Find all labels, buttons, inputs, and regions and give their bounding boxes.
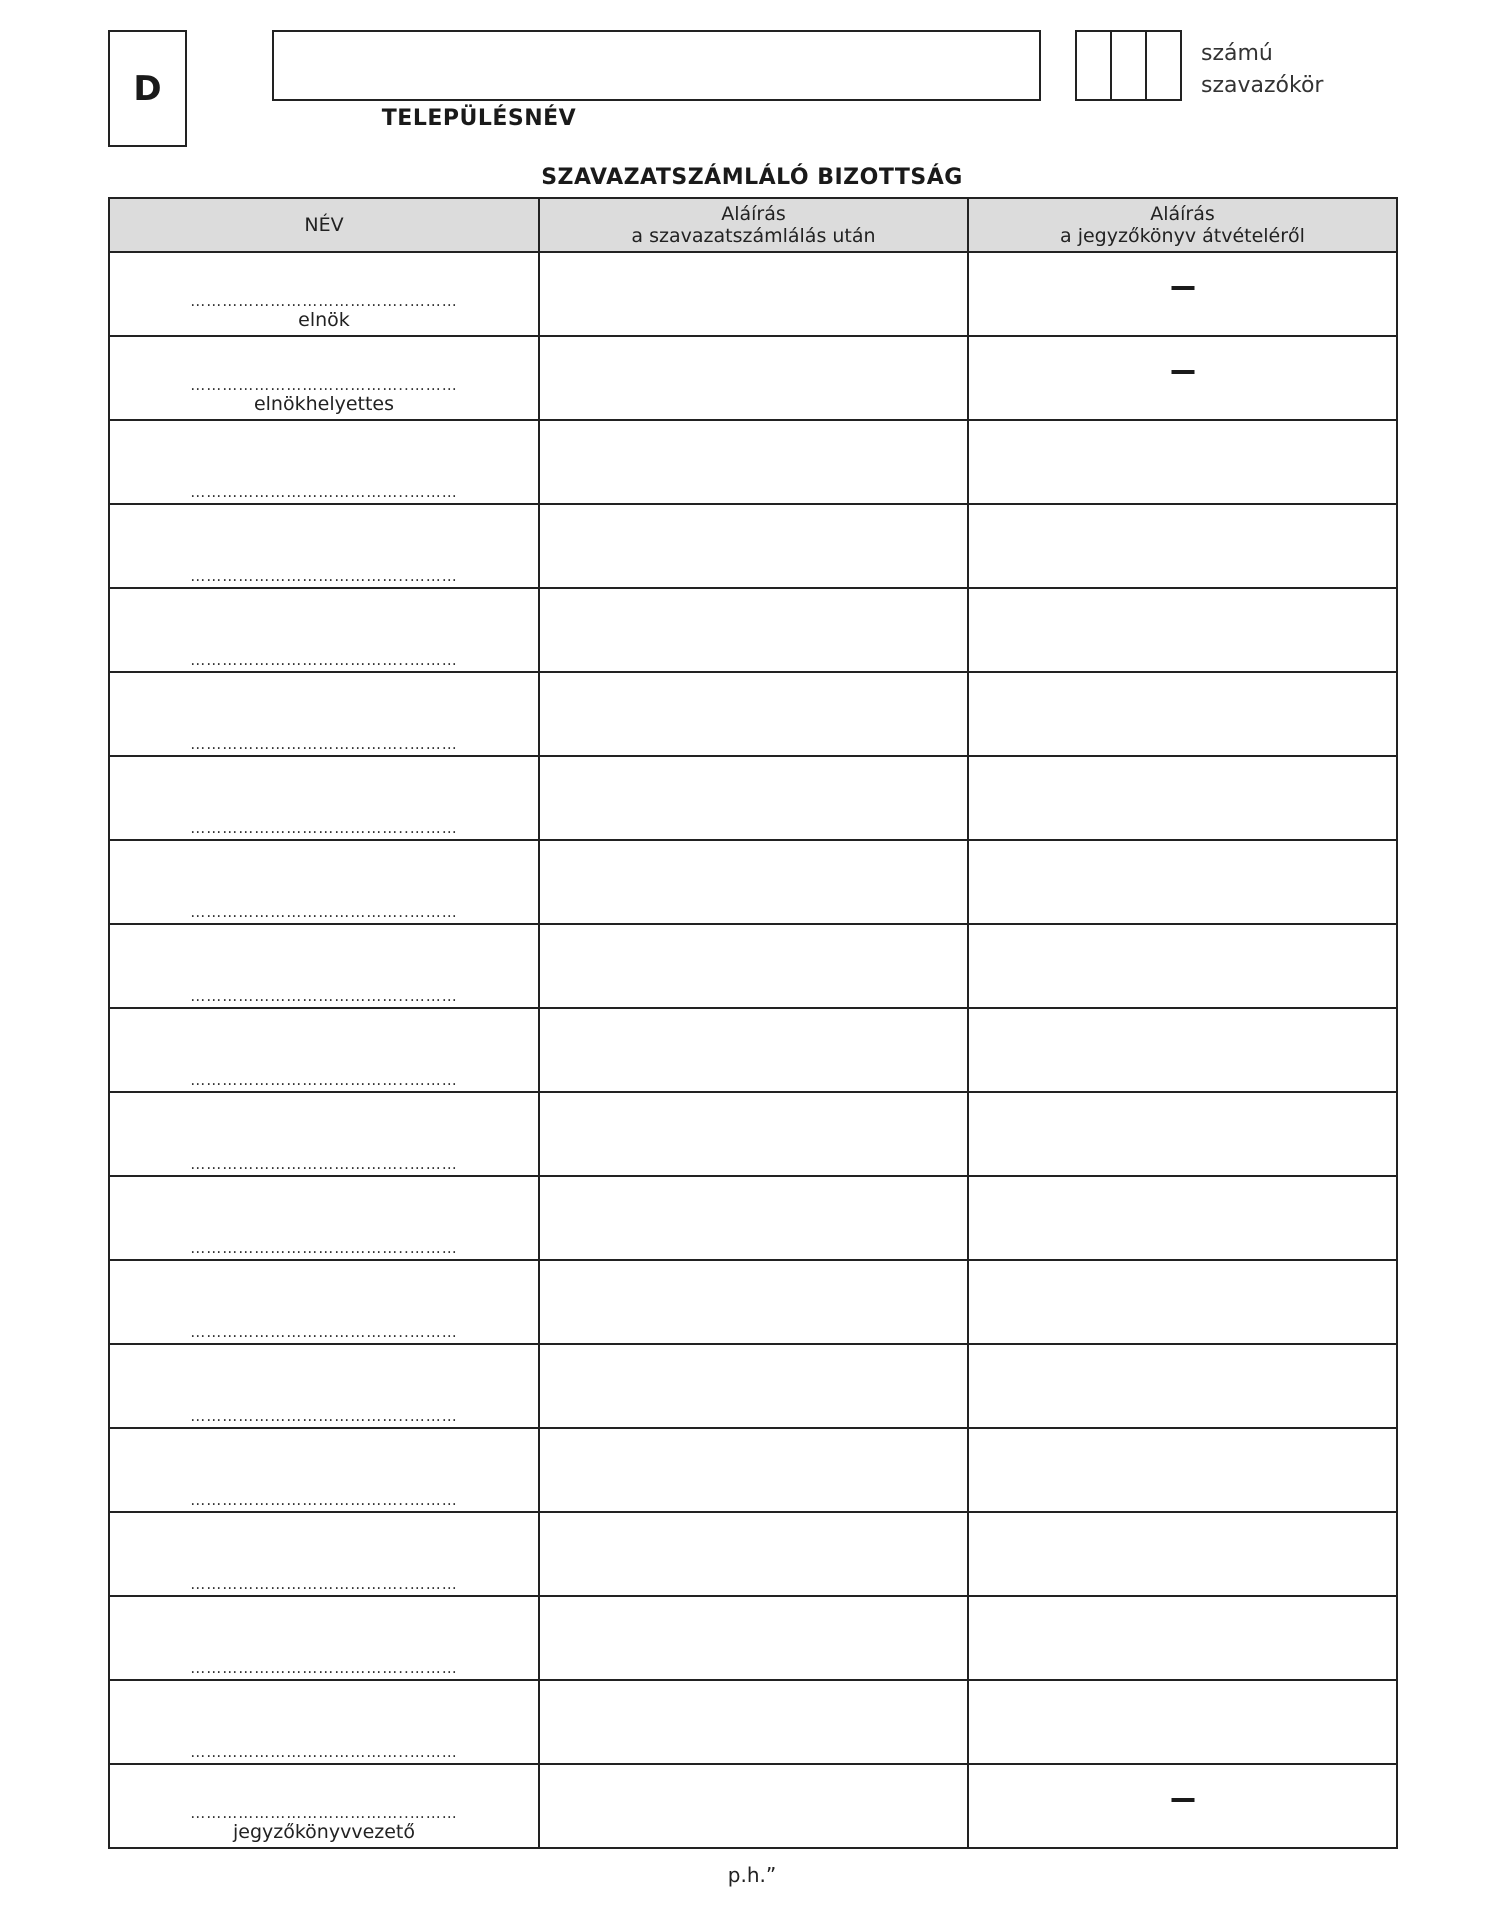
sign-after-count-cell[interactable] xyxy=(539,1260,968,1344)
name-cell[interactable] xyxy=(109,1764,539,1848)
sign-after-count-cell[interactable] xyxy=(539,1764,968,1848)
sign-after-count-cell[interactable] xyxy=(539,924,968,1008)
table-row xyxy=(109,1260,1397,1344)
table-row xyxy=(109,252,1397,336)
role-label: elnökhelyettes xyxy=(253,393,395,415)
name-cell[interactable] xyxy=(109,1176,539,1260)
name-dotted-line: …………………………………..……… xyxy=(190,819,458,837)
name-dotted-line: …………………………………..……… xyxy=(190,292,458,310)
table-row xyxy=(109,1008,1397,1092)
sign-receipt-cell[interactable] xyxy=(968,588,1397,672)
table-row xyxy=(109,336,1397,420)
name-cell-content xyxy=(110,1576,538,1595)
name-dotted-line: …………………………………..……… xyxy=(190,1323,458,1341)
district-number-boxes xyxy=(1075,30,1182,101)
name-cell[interactable] xyxy=(109,1008,539,1092)
name-cell-content xyxy=(110,568,538,587)
table-row xyxy=(109,504,1397,588)
name-cell[interactable] xyxy=(109,924,539,1008)
sign-after-count-cell[interactable] xyxy=(539,1092,968,1176)
name-cell-content xyxy=(110,988,538,1007)
committee-title: SZAVAZATSZÁMLÁLÓ BIZOTTSÁG xyxy=(541,165,963,190)
name-cell-content xyxy=(110,1660,538,1679)
name-cell-content xyxy=(110,736,538,755)
name-dotted-line: …………………………………..……… xyxy=(190,1804,458,1822)
name-dotted-line: …………………………………..……… xyxy=(190,735,458,753)
column-header-sign-after-line2: a szavazatszámlálás után xyxy=(631,225,876,247)
form-code-box xyxy=(108,30,187,147)
sign-receipt-cell[interactable] xyxy=(968,672,1397,756)
name-dotted-line: …………………………………..……… xyxy=(190,1659,458,1677)
name-cell[interactable] xyxy=(109,504,539,588)
table-row xyxy=(109,1764,1397,1848)
name-cell[interactable] xyxy=(109,1344,539,1428)
name-cell-content xyxy=(110,1156,538,1175)
not-applicable-dash-icon xyxy=(1171,370,1194,374)
name-cell[interactable] xyxy=(109,588,539,672)
sign-receipt-cell[interactable] xyxy=(968,1680,1397,1764)
table-row xyxy=(109,1344,1397,1428)
name-cell-content xyxy=(110,1324,538,1343)
sign-receipt-cell[interactable] xyxy=(968,1344,1397,1428)
district-digit-box-2[interactable] xyxy=(1110,30,1147,101)
sign-after-count-cell[interactable] xyxy=(539,1512,968,1596)
name-cell[interactable] xyxy=(109,420,539,504)
table-row xyxy=(109,1428,1397,1512)
table-row xyxy=(109,756,1397,840)
name-cell-content xyxy=(110,652,538,671)
name-dotted-line: …………………………………..……… xyxy=(190,1491,458,1509)
name-cell[interactable] xyxy=(109,1428,539,1512)
district-label xyxy=(1201,38,1323,102)
name-cell-content xyxy=(110,293,538,335)
name-cell[interactable] xyxy=(109,756,539,840)
sign-receipt-cell[interactable] xyxy=(968,504,1397,588)
name-dotted-line: …………………………………..……… xyxy=(190,903,458,921)
role-label: jegyzőkönyvvezető xyxy=(232,1821,416,1843)
sign-receipt-cell xyxy=(968,252,1397,336)
sign-after-count-cell[interactable] xyxy=(539,1176,968,1260)
name-cell-content xyxy=(110,1805,538,1847)
table-row xyxy=(109,1512,1397,1596)
sign-receipt-cell[interactable] xyxy=(968,1596,1397,1680)
district-label-line2: szavazókör xyxy=(1201,73,1324,98)
column-header-sign-receipt xyxy=(968,198,1397,252)
sign-receipt-cell[interactable] xyxy=(968,1260,1397,1344)
table-header-row xyxy=(109,198,1397,252)
table-row xyxy=(109,1176,1397,1260)
sign-after-count-cell[interactable] xyxy=(539,756,968,840)
not-applicable-dash-icon xyxy=(1171,286,1194,290)
column-header-sign-after xyxy=(539,198,968,252)
sign-after-count-cell[interactable] xyxy=(539,1596,968,1680)
sign-after-count-cell[interactable] xyxy=(539,588,968,672)
column-header-name xyxy=(109,198,539,252)
table-row xyxy=(109,672,1397,756)
district-digit-box-1[interactable] xyxy=(1075,30,1112,101)
name-dotted-line: …………………………………..……… xyxy=(190,1239,458,1257)
sign-receipt-cell[interactable] xyxy=(968,1428,1397,1512)
name-cell[interactable] xyxy=(109,1260,539,1344)
sign-receipt-cell[interactable] xyxy=(968,840,1397,924)
sign-after-count-cell[interactable] xyxy=(539,1344,968,1428)
form-code-letter: D xyxy=(133,68,162,109)
name-dotted-line: …………………………………..……… xyxy=(190,1743,458,1761)
district-digit-box-3[interactable] xyxy=(1145,30,1182,101)
sign-after-count-cell[interactable] xyxy=(539,672,968,756)
sign-receipt-cell xyxy=(968,1764,1397,1848)
role-label: elnök xyxy=(298,309,350,331)
column-header-name-label: NÉV xyxy=(304,214,344,236)
name-dotted-line: …………………………………..……… xyxy=(190,1407,458,1425)
sign-after-count-cell[interactable] xyxy=(539,1680,968,1764)
sign-after-count-cell[interactable] xyxy=(539,420,968,504)
name-dotted-line: …………………………………..……… xyxy=(190,651,458,669)
name-cell[interactable] xyxy=(109,1596,539,1680)
column-header-sign-receipt-line1: Aláírás xyxy=(1150,203,1215,225)
name-cell[interactable] xyxy=(109,252,539,336)
name-cell-content xyxy=(110,820,538,839)
signature-table xyxy=(108,197,1398,1849)
column-header-sign-after-line1: Aláírás xyxy=(721,203,786,225)
table-row xyxy=(109,1092,1397,1176)
name-cell-content xyxy=(110,377,538,419)
table-row xyxy=(109,1596,1397,1680)
table-row xyxy=(109,924,1397,1008)
settlement-name-label: TELEPÜLÉSNÉV xyxy=(381,106,577,131)
name-cell-content xyxy=(110,1072,538,1091)
sign-after-count-cell[interactable] xyxy=(539,1008,968,1092)
sign-receipt-cell xyxy=(968,336,1397,420)
name-dotted-line: …………………………………..……… xyxy=(190,483,458,501)
name-cell-content xyxy=(110,1408,538,1427)
name-cell-content xyxy=(110,1240,538,1259)
table-row xyxy=(109,1680,1397,1764)
name-dotted-line: …………………………………..……… xyxy=(190,1155,458,1173)
sign-receipt-cell[interactable] xyxy=(968,1176,1397,1260)
sign-receipt-cell[interactable] xyxy=(968,1512,1397,1596)
sign-after-count-cell[interactable] xyxy=(539,252,968,336)
name-dotted-line: …………………………………..……… xyxy=(190,987,458,1005)
name-cell-content xyxy=(110,1492,538,1511)
settlement-name-field[interactable] xyxy=(272,30,1041,101)
name-cell-content xyxy=(110,484,538,503)
name-cell[interactable] xyxy=(109,840,539,924)
sign-receipt-cell[interactable] xyxy=(968,420,1397,504)
name-cell[interactable] xyxy=(109,672,539,756)
sign-receipt-cell[interactable] xyxy=(968,756,1397,840)
sign-after-count-cell[interactable] xyxy=(539,840,968,924)
district-label-line1: számú xyxy=(1201,41,1273,66)
name-cell[interactable] xyxy=(109,1680,539,1764)
name-dotted-line: …………………………………..……… xyxy=(190,567,458,585)
name-cell-content xyxy=(110,1744,538,1763)
sign-after-count-cell[interactable] xyxy=(539,504,968,588)
name-dotted-line: …………………………………..……… xyxy=(190,1071,458,1089)
sign-receipt-cell[interactable] xyxy=(968,1092,1397,1176)
name-cell[interactable] xyxy=(109,336,539,420)
sign-receipt-cell[interactable] xyxy=(968,1008,1397,1092)
table-row xyxy=(109,840,1397,924)
table-row xyxy=(109,420,1397,504)
name-dotted-line: …………………………………..……… xyxy=(190,1575,458,1593)
sign-receipt-cell[interactable] xyxy=(968,924,1397,1008)
name-dotted-line: …………………………………..……… xyxy=(190,376,458,394)
stamp-placeholder: p.h.” xyxy=(727,1863,777,1887)
name-cell[interactable] xyxy=(109,1512,539,1596)
name-cell-content xyxy=(110,904,538,923)
table-row xyxy=(109,588,1397,672)
signature-rows xyxy=(109,252,1397,1848)
name-cell[interactable] xyxy=(109,1092,539,1176)
column-header-sign-receipt-line2: a jegyzőkönyv átvételéről xyxy=(1060,225,1305,247)
sign-after-count-cell[interactable] xyxy=(539,336,968,420)
sign-after-count-cell[interactable] xyxy=(539,1428,968,1512)
not-applicable-dash-icon xyxy=(1171,1798,1194,1802)
